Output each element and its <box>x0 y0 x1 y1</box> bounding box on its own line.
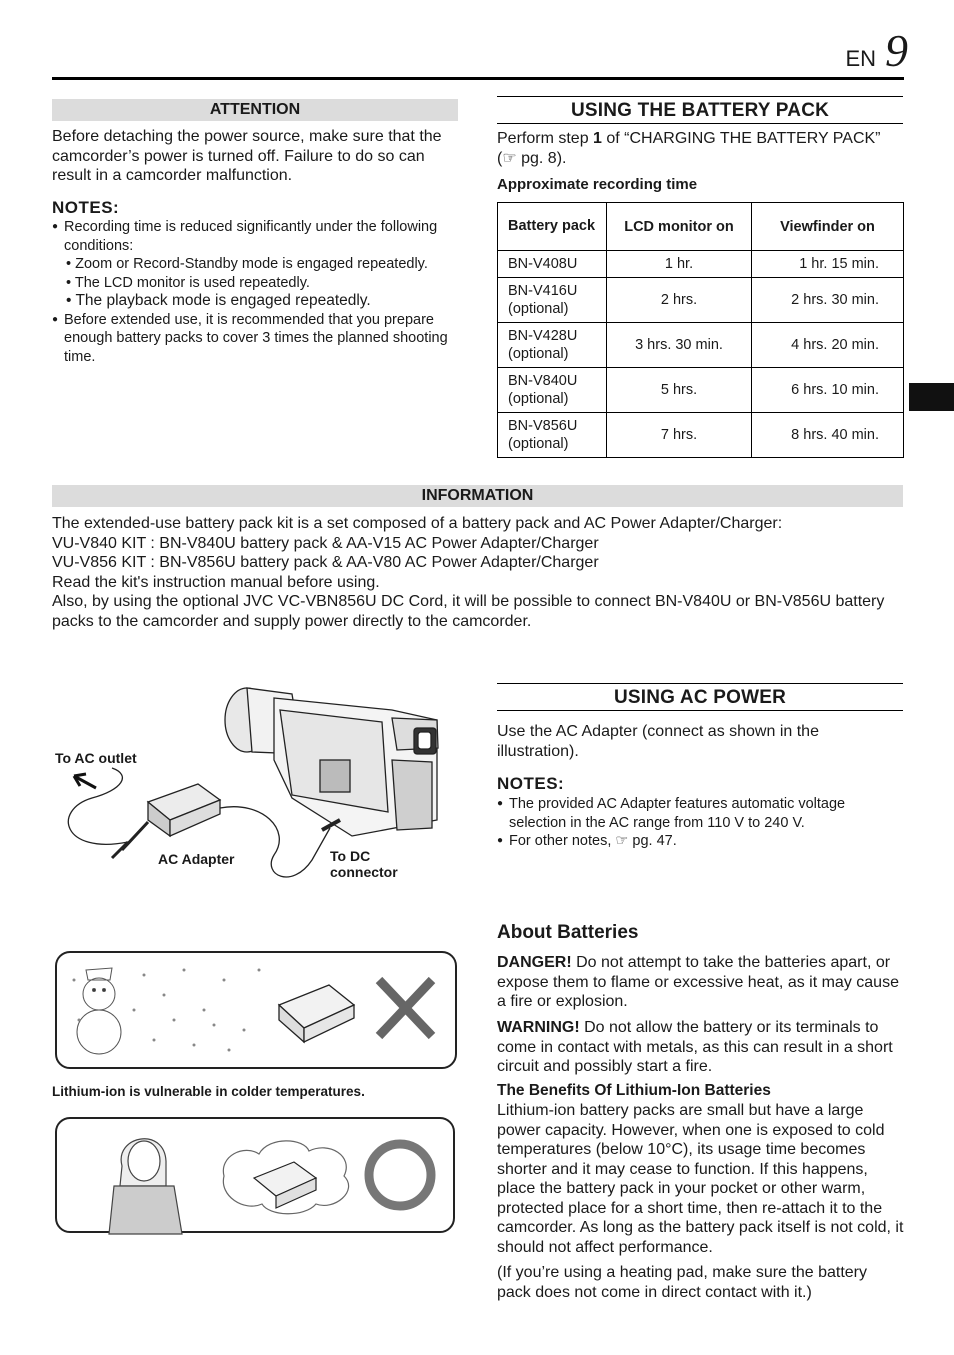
info-line: VU-V840 KIT : BN-V840U battery pack & AA-V15 AC Power Adapter/Charger <box>52 534 599 552</box>
attention-heading: ATTENTION <box>52 99 458 121</box>
ac-notes-heading: NOTES: <box>497 774 565 793</box>
ac-adapter-drawing <box>148 784 220 836</box>
viewfinder-time: 6 hrs. 10 min. <box>752 368 904 413</box>
model-optional: (optional) <box>508 346 569 362</box>
note-subitem: • The LCD monitor is used repeatedly. <box>66 274 310 291</box>
note-item: ● For other notes, ☞ pg. 47. <box>497 832 897 851</box>
page-number: 9 <box>885 25 908 76</box>
warning-text: Do not allow the battery or its terminals to come in contact with metals, as this can result in a short circuit and possibly start a fire. <box>497 1019 893 1075</box>
table-row <box>498 278 904 323</box>
model-name: BN-V856U <box>508 418 578 434</box>
model-name: BN-V408U <box>508 256 578 272</box>
table-row <box>498 368 904 413</box>
warm-battery-illustration <box>54 1116 456 1236</box>
info-line: Also, by using the optional JVC VC-VBN856U DC Cord, it will be possible to connect BN-V840U or BN-V856U battery packs to the camcorder and supply power directly to the camcorder. <box>52 593 885 630</box>
plug-cord <box>112 822 148 858</box>
table-row <box>498 251 904 278</box>
info-line: The extended-use battery pack kit is a set composed of a battery pack and AC Power Adapter/Charger: <box>52 515 783 532</box>
intro-text: Perform step <box>497 130 594 147</box>
cold-battery-illustration <box>54 950 458 1072</box>
recording-time-table <box>497 202 904 458</box>
header-cell: Viewfinder on <box>752 203 904 251</box>
label-dc-line: connector <box>330 864 398 880</box>
benefits-heading: The Benefits Of Lithium-Ion Batteries <box>497 1082 771 1099</box>
model-name: BN-V840U <box>508 373 578 389</box>
lcd-time: 7 hrs. <box>607 413 752 458</box>
battery-model <box>498 323 607 368</box>
info-line: Read the kit's instruction manual before using. <box>52 573 380 591</box>
table-row <box>498 413 904 458</box>
model-optional: (optional) <box>508 391 569 407</box>
lcd-time: 1 hr. <box>607 251 752 278</box>
note-subitem: • The playback mode is engaged repeatedly. <box>66 292 371 309</box>
viewfinder-time: 4 hrs. 20 min. <box>752 323 904 368</box>
battery-model <box>498 278 607 323</box>
warning-paragraph <box>497 1018 905 1077</box>
section-tab-marker <box>909 383 954 411</box>
model-optional: (optional) <box>508 301 569 317</box>
lcd-time: 2 hrs. <box>607 278 752 323</box>
dc-cord <box>220 807 330 877</box>
information-heading: INFORMATION <box>52 485 903 507</box>
viewfinder-time: 2 hrs. 30 min. <box>752 278 904 323</box>
header-cell: LCD monitor on <box>607 203 752 251</box>
header-cell: Battery pack <box>498 203 607 251</box>
note-item: ● The provided AC Adapter features automatic voltage selection in the AC range from 110 V to 240 V. <box>497 795 897 832</box>
lcd-time: 3 hrs. 30 min. <box>607 323 752 368</box>
label-dc-connector <box>330 848 398 880</box>
intro-step: 1 <box>593 130 602 147</box>
camcorder-drawing <box>225 688 438 836</box>
cold-caption: Lithium-ion is vulnerable in colder temperatures. <box>52 1084 365 1099</box>
arrow-icon <box>74 774 96 788</box>
model-optional: (optional) <box>508 436 569 452</box>
model-name: BN-V416U <box>508 283 578 299</box>
battery-model <box>498 413 607 458</box>
attention-text: Before detaching the power source, make sure that the camcorder’s power is turned off. Failure to do so can result in a camcorder malfunction. <box>52 128 442 184</box>
battery-section-heading: USING THE BATTERY PACK <box>497 96 903 124</box>
language-code: EN <box>845 46 876 71</box>
info-line: VU-V856 KIT : BN-V856U battery pack & AA-V80 AC Power Adapter/Charger <box>52 554 599 571</box>
warning-label: WARNING! <box>497 1019 580 1036</box>
ac-power-text: Use the AC Adapter (connect as shown in the illustration). <box>497 723 819 760</box>
header-rule <box>52 77 904 80</box>
table-row <box>498 323 904 368</box>
note-item: ● Before extended use, it is recommended that you prepare enough battery packs to cover 3 times the planned shooting time. <box>52 311 452 367</box>
battery-model <box>498 368 607 413</box>
note-subitem: • Zoom or Record-Standby mode is engaged repeatedly. <box>66 256 428 272</box>
viewfinder-time: 1 hr. 15 min. <box>752 251 904 278</box>
danger-label: DANGER! <box>497 954 572 971</box>
about-batteries-heading: About Batteries <box>497 922 639 943</box>
note-item: ● Recording time is reduced significantly under the following conditions: <box>52 218 452 255</box>
information-text <box>52 514 904 631</box>
label-ac-outlet: To AC outlet <box>55 750 137 766</box>
benefits-text: Lithium-ion battery packs are small but have a large power capacity. However, when one is exposed to cold temperatures (below 10°C), its usage time becomes shorter and it may cease to function. If this happens, place the battery pack in your pocket or other warm, protected place for a short time, then re-attach it to the camcorder. As long as the battery pack itself is not cold, it should not affect performance. <box>497 1102 904 1256</box>
danger-text: Do not attempt to take the batteries apart, or expose them to flame or excessive heat, as it may cause a fire or explosion. <box>497 954 899 1010</box>
lcd-time: 5 hrs. <box>607 368 752 413</box>
viewfinder-time: 8 hrs. 40 min. <box>752 413 904 458</box>
intro-text: of “CHARGING THE BATTERY PACK” (☞ pg. 8). <box>497 130 881 167</box>
table-header-row <box>498 203 904 251</box>
model-name: BN-V428U <box>508 328 578 344</box>
notes-list <box>52 218 452 366</box>
table-title: Approximate recording time <box>497 176 698 193</box>
ac-power-section-heading: USING AC POWER <box>497 683 903 711</box>
notes-heading: NOTES: <box>52 198 120 217</box>
battery-intro <box>497 129 903 168</box>
label-ac-adapter: AC Adapter <box>158 851 235 867</box>
danger-paragraph <box>497 953 905 1012</box>
ac-notes-list <box>497 795 897 851</box>
label-dc-line: To DC <box>330 848 371 864</box>
battery-model <box>498 251 607 278</box>
heating-pad-note: (If you’re using a heating pad, make sure the battery pack does not come in direct contact with it.) <box>497 1264 867 1301</box>
